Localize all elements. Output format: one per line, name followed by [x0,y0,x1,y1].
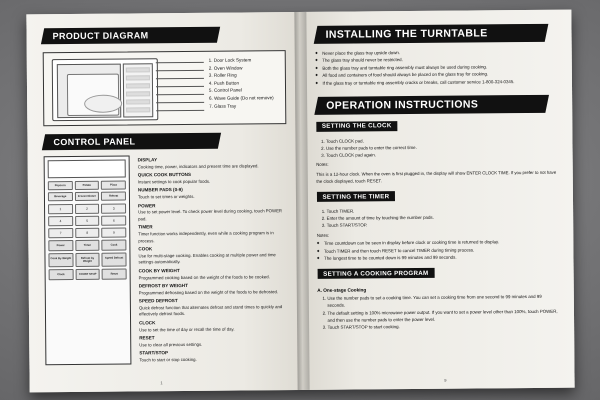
quick-cook-button[interactable]: Beverage [48,192,73,201]
step-item: 3. Touch CLOCK pad again. [326,150,559,159]
cp-term: SPEED DEFROST [138,298,178,304]
cp-desc: Quick defrost function that alternates defrost and stand times to quickly and effectively defrost foods. [138,304,283,317]
cp-desc: Use for multi-stage cooking. Enables cooking at multiple power and time settings automatically. [138,251,276,265]
cp-desc: Touch to start or stop cooking. [139,356,197,363]
product-diagram-callouts [204,56,274,110]
product-diagram-header [41,27,220,45]
oven-door [57,64,121,119]
number-pad[interactable]: 9 [102,228,127,238]
start-stop-button[interactable]: COUNT STOP [75,269,100,280]
callout-item: 4. Push Button [214,79,274,87]
callout-item: 5. Control Panel [214,87,274,95]
product-diagram-title: PRODUCT DIAGRAM [52,30,149,42]
setting-clock-notes-label: Notes: [316,161,329,168]
cp-term: POWER [138,202,156,208]
number-pad[interactable]: 6 [101,216,126,226]
setting-timer-notes [317,238,560,262]
microwave-illustration [52,58,159,121]
step-item: 2. Use the number pads to enter the correct time. [326,142,559,151]
panel-button-strip-2 [126,83,150,88]
setting-cooking-program-heading: SETTING A COOKING PROGRAM [317,268,434,279]
quick-cook-button-grid [48,181,126,202]
control-panel-descriptions [138,154,288,364]
quick-cook-button[interactable]: Popcorn [48,181,73,190]
panel-button-strip-5 [126,107,150,112]
callout-leader-lines [156,58,207,118]
panel-button-strip-1 [126,75,150,80]
control-panel-diagram [44,155,132,364]
clock-button[interactable]: Clock [49,269,74,280]
step-item: 1. Use the number pads to set a cooking time. You can set a cooking time from one second to 99 minutes and 99 seconds. [327,293,560,309]
timer-button[interactable]: Timer [75,240,100,251]
turntable-bullet-list [315,48,558,87]
installing-turntable-title: INSTALLING THE TURNTABLE [324,27,488,41]
step-item: 1. Touch TIMER. [327,206,560,215]
one-stage-cooking-steps [317,293,560,331]
number-pad[interactable]: 3 [101,204,126,214]
number-pad[interactable]: 2 [75,204,100,214]
note-item: ◆ Touch TIMER and then touch RESET to cancel TIMER during timing process. [317,246,560,256]
note-item: ◆ Time countdown can be seen in display before clock or cooking time is returned to display. [317,238,560,248]
setting-clock-steps [316,135,559,159]
quick-cook-button[interactable]: Frozen Dinner [75,192,100,201]
cp-desc: Cooking time, power, indicators and present time are displayed. [137,162,259,170]
cp-term: COOK BY WEIGHT [138,267,180,274]
cp-desc: Instant settings to cook popular foods. [137,178,211,185]
setting-timer-steps [317,206,560,230]
cp-term: NUMBER PADS (0-9) [137,187,183,193]
bullet-item: ◆ All food and containers of food should always be placed on the glass tray for cooking. [315,70,558,80]
number-pad[interactable]: 1 [48,204,73,214]
defrost-by-weight-button[interactable]: Defrost by Weight [75,253,100,267]
manual-left-page [26,12,302,392]
cp-desc: Programmed defrosting based on the weight of the foods to be defrosted. [138,288,279,296]
number-pad-grid [48,204,126,239]
right-page-number: 9 [444,377,447,383]
note-item: ◆ The longest time to be counted down is 99 minutes and 99 seconds. [317,253,560,263]
cp-desc: Timer function works independently, even while a cooking program is in process. [138,230,274,243]
cp-term: TIMER [138,224,153,230]
product-diagram-figure [43,50,286,126]
control-panel-illustration [123,63,153,117]
callout-item: 7. Glass Tray [214,102,274,110]
bullet-item: ◆ Both the glass tray and turntable ring assembly must always be used during cooking. [315,63,558,73]
cp-term: START/STOP [139,350,169,356]
cook-button[interactable]: Cook [102,240,127,251]
cp-desc: Use to set power level. To check power level during cooking, touch POWER pad. [138,208,283,222]
panel-display [48,160,126,179]
installing-turntable-header [313,24,548,44]
callout-item: 2. Oven Window [214,64,274,72]
left-page-number: 1 [160,380,163,386]
cp-term: DISPLAY [137,157,158,163]
step-item: 3. Touch START/STOP to start cooking. [328,322,561,331]
cp-desc: Use to clear all previous settings. [139,341,203,348]
cp-desc: Use to set the time of day or recall the time of day. [139,326,235,333]
control-panel-header [42,133,221,151]
bullet-item: ◆ If the glass tray or turntable ring assembly cracks or breaks, call customer service 1-800-324-0345. [315,77,558,87]
power-button[interactable]: Power [48,240,73,251]
setting-timer-notes-label: Notes: [316,232,330,238]
setting-clock-note: This is a 12-hour clock. When the oven is first plugged in, the display will show ENTER CLOCK TIME. If you prefer to not have the clock displayed, touch RESET. [316,169,557,184]
quick-cook-button[interactable]: Potato [74,181,99,190]
control-panel-title: CONTROL PANEL [53,136,136,148]
manual-right-page [299,10,575,390]
callout-item: 6. Wave Guide (Do not remove) [214,94,274,102]
number-pad[interactable]: 5 [75,216,100,226]
panel-button-strip-4 [126,99,150,104]
quick-cook-button[interactable]: Reheat [101,192,126,201]
cp-desc: Touch to set times or weights. [137,193,195,200]
operation-instructions-title: OPERATION INSTRUCTIONS [325,98,478,112]
speed-defrost-button[interactable]: Speed Defrost [102,253,127,267]
operation-instructions-header [314,95,549,115]
number-pad[interactable]: 7 [48,228,73,238]
control-panel-section [44,154,288,365]
cp-desc: Programmed cooking based on the weight of the foods to be cooked. [138,273,270,280]
setting-timer-heading: SETTING THE TIMER [316,191,395,202]
quick-cook-button[interactable]: Pizza [101,181,126,190]
callout-item: 1. Door Lock System [214,56,274,64]
glass-tray [84,95,122,113]
reset-button[interactable]: Reset [102,269,127,280]
number-pad[interactable]: 8 [75,228,100,238]
one-stage-cooking-subheading: A. One-stage Cooking [317,287,367,294]
cook-by-weight-button[interactable]: Cook By Weight [48,253,73,267]
step-item: 3. Touch START/STOP. [327,220,560,229]
setting-clock-heading: SETTING THE CLOCK [316,121,398,132]
cp-term: CLOCK [139,320,156,326]
step-item: 1. Touch CLOCK pad. [326,135,559,144]
bullet-item: ◆ Never place the glass tray upside down. [315,48,558,58]
number-pad[interactable]: 4 [48,216,73,226]
cp-term: COOK [138,246,153,252]
function-button-grid [48,240,126,281]
step-item: 2. The default setting is 100% microwave power output. If you want to set a power level other than 100%, touch POWER, and then use the number pads to enter the power level. [327,307,560,323]
step-item: 2. Enter the amount of time by touching the number pads. [327,213,560,222]
oven-window [67,74,119,116]
panel-button-strip-3 [126,91,150,96]
callout-item: 3. Roller Ring [214,71,274,79]
cp-term: RESET [139,335,155,341]
open-manual [26,10,574,393]
cp-term: QUICK COOK BUTTONS [137,172,192,178]
cp-term: DEFROST BY WEIGHT [138,283,188,289]
panel-display-strip [126,67,150,72]
bullet-item: ◆ The glass tray should never be restricted. [315,55,558,65]
